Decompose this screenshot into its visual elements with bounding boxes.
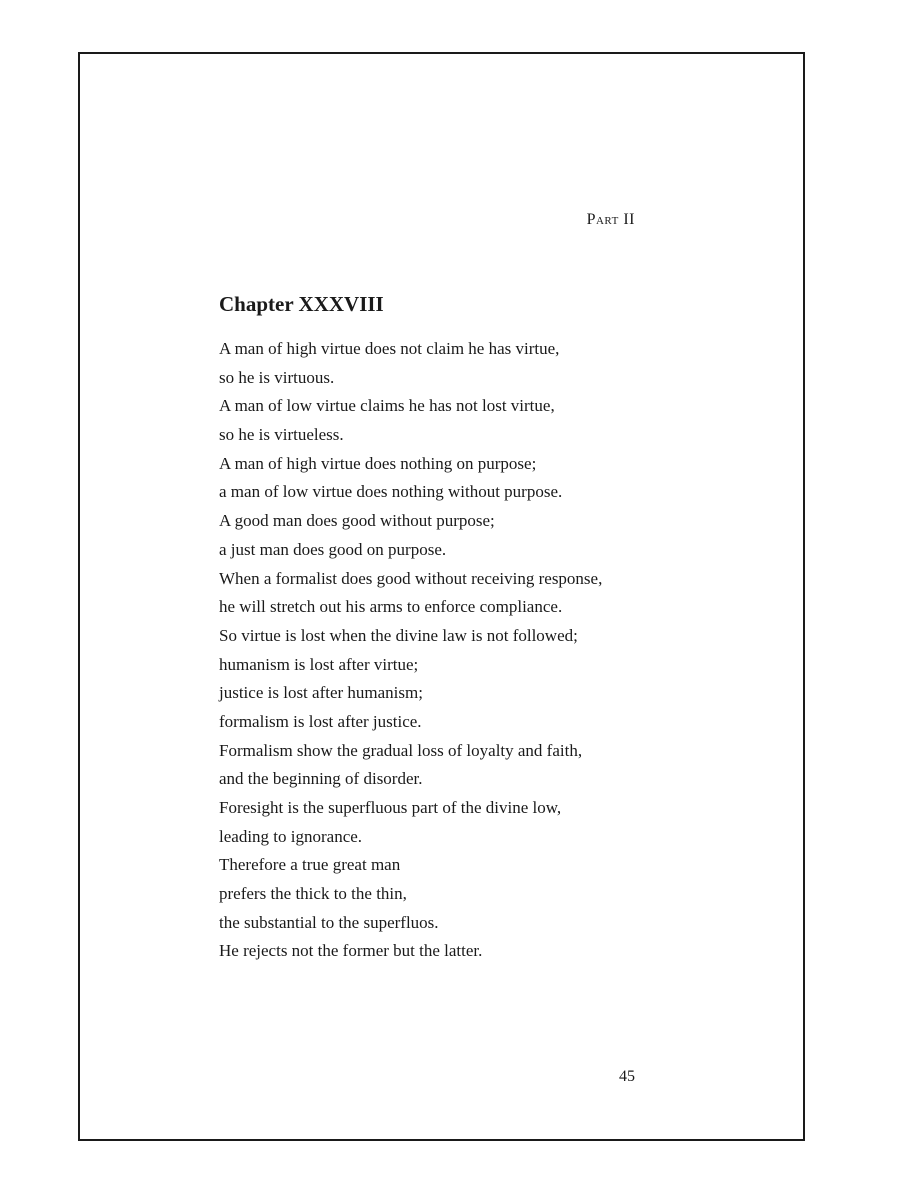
text-line: humanism is lost after virtue; — [219, 654, 419, 674]
text-line: So virtue is lost when the divine law is not followed; — [219, 625, 578, 645]
page-number: 45 — [619, 1068, 635, 1085]
text-line: prefers the thick to the thin, — [219, 884, 407, 904]
text-line: a just man does good on purpose. — [219, 539, 447, 559]
text-line: Foresight is the superfluous part of the divine low, — [219, 798, 562, 817]
text-line: the substantial to the superfluos. — [219, 912, 439, 932]
chapter-text — [219, 335, 602, 966]
text-line: Formalism show the gradual loss of loyalty and faith, — [219, 740, 583, 760]
text-line: When a formalist does good without receiving response, — [219, 568, 603, 588]
text-line: and the beginning of disorder. — [219, 769, 423, 789]
text-line: so he is virtuous. — [219, 367, 335, 387]
text-line: justice is lost after humanism; — [219, 683, 423, 703]
book-page — [78, 52, 805, 1141]
text-line: leading to ignorance. — [219, 826, 363, 846]
text-line: Therefore a true great man — [219, 855, 401, 875]
text-line: A man of high virtue does not claim he has virtue, — [219, 339, 560, 358]
text-line: a man of low virtue does nothing without purpose. — [219, 482, 563, 502]
text-line: he will stretch out his arms to enforce compliance. — [219, 597, 563, 617]
text-line: A man of low virtue claims he has not lost virtue, — [219, 396, 555, 416]
chapter-title: Chapter XXXVIII — [219, 292, 384, 316]
running-header: Part II — [586, 211, 635, 228]
text-line: so he is virtueless. — [219, 425, 344, 445]
text-line: A man of high virtue does nothing on purpose; — [219, 453, 537, 473]
text-line: A good man does good without purpose; — [219, 511, 495, 531]
text-line: He rejects not the former but the latter. — [219, 941, 483, 961]
text-line: formalism is lost after justice. — [219, 711, 422, 731]
